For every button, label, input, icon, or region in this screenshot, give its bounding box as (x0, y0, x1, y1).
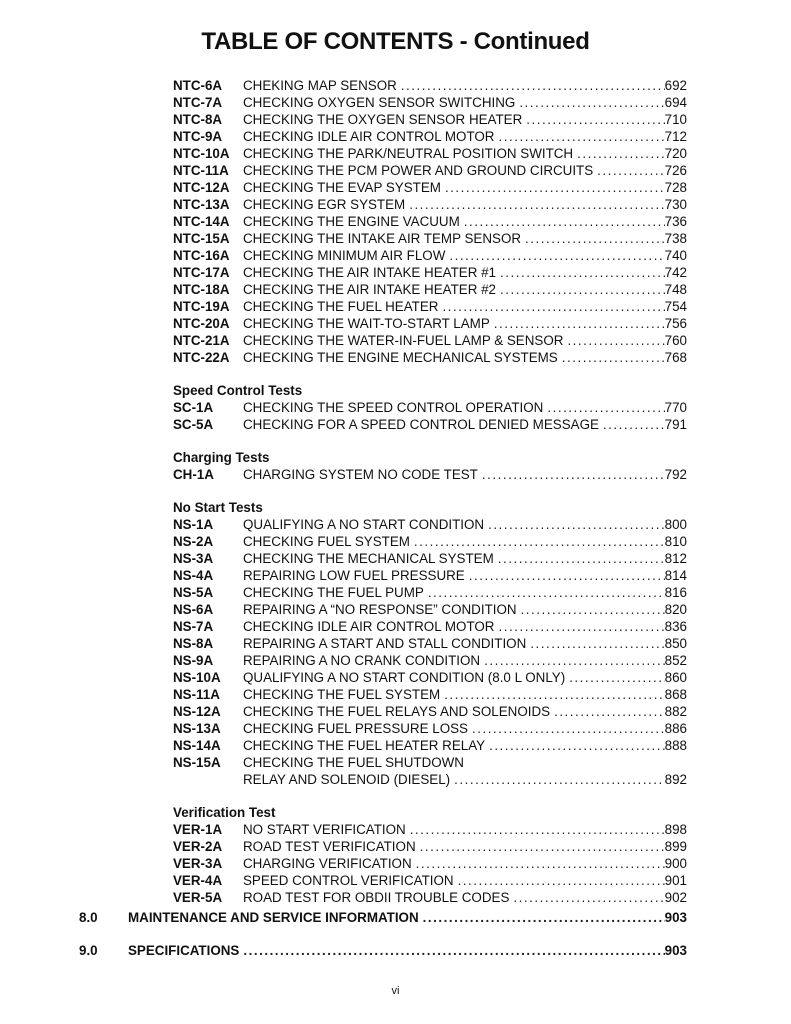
dot-leader (525, 230, 665, 247)
dot-leader (526, 111, 664, 128)
entry-title: REPAIRING A NO CRANK CONDITION (243, 653, 481, 668)
no-start-group (173, 516, 687, 754)
entry-code: NS-3A (173, 551, 214, 566)
dot-leader (498, 618, 664, 635)
entry-page: 850 (664, 636, 687, 651)
entry-page: 900 (664, 856, 687, 871)
entry-title: CHECKING EGR SYSTEM (243, 197, 406, 212)
entry-code: NTC-18A (173, 282, 230, 297)
entry-code: NS-12A (173, 704, 221, 719)
entry-page: 742 (664, 265, 687, 280)
toc-entry[interactable] (173, 298, 687, 315)
entry-page: 860 (664, 670, 687, 685)
entry-code: NS-11A (173, 687, 220, 702)
entry-title: CHARGING VERIFICATION (243, 856, 412, 871)
section-heading-charging: Charging Tests (173, 450, 270, 465)
entry-title: CHECKING MINIMUM AIR FLOW (243, 248, 446, 263)
entry-page: 760 (664, 333, 687, 348)
toc-entry[interactable] (173, 550, 687, 567)
entry-code: VER-4A (173, 873, 223, 888)
dot-leader (554, 703, 665, 720)
toc-entry[interactable] (173, 669, 687, 686)
entry-title: CHECKING THE EVAP SYSTEM (243, 180, 441, 195)
dot-leader (420, 838, 665, 855)
entry-title: CHECKING THE FUEL HEATER RELAY (243, 738, 486, 753)
toc-entry[interactable] (173, 349, 687, 366)
dot-leader (472, 720, 665, 737)
entry-code: VER-1A (173, 822, 223, 837)
entry-page: 800 (664, 517, 687, 532)
entry-page: 814 (664, 568, 687, 583)
entry-title: REPAIRING A START AND STALL CONDITION (243, 636, 527, 651)
toc-entry[interactable] (173, 703, 687, 720)
entry-title: CHECKING THE INTAKE AIR TEMP SENSOR (243, 231, 522, 246)
toc-entry[interactable] (173, 821, 687, 838)
entry-page: 791 (664, 417, 687, 432)
toc-entry[interactable] (173, 111, 687, 128)
entry-page: 810 (664, 534, 687, 549)
entry-title: SPEED CONTROL VERIFICATION (243, 873, 454, 888)
entry-code: NS-5A (173, 585, 214, 600)
entry-page: 892 (664, 772, 687, 787)
page-title: TABLE OF CONTENTS - Continued (201, 28, 590, 55)
entry-page: 882 (664, 704, 687, 719)
entry-title: CHECKING THE OXYGEN SENSOR HEATER (243, 112, 523, 127)
dot-leader (562, 349, 665, 366)
entry-page: 820 (664, 602, 687, 617)
toc-entry[interactable] (173, 230, 687, 247)
entry-title: CHECKING THE AIR INTAKE HEATER #1 (243, 265, 496, 280)
toc-entry[interactable] (173, 213, 687, 230)
toc-entry[interactable] (173, 889, 687, 906)
toc-entry[interactable] (173, 635, 687, 652)
dot-leader (500, 264, 665, 281)
entry-title: QUALIFYING A NO START CONDITION (243, 517, 485, 532)
dot-leader (401, 77, 665, 94)
dot-leader (445, 179, 665, 196)
dot-leader (498, 550, 665, 567)
toc-entry[interactable] (173, 601, 687, 618)
toc-entry[interactable] (173, 128, 687, 145)
entry-page: 816 (664, 585, 687, 600)
entry-page: 836 (664, 619, 687, 634)
toc-entry[interactable] (173, 94, 687, 111)
dot-leader (519, 94, 664, 111)
major-section-8[interactable] (79, 910, 687, 925)
entry-code: NS-7A (173, 619, 214, 634)
toc-entry[interactable] (173, 838, 687, 855)
dot-leader (416, 855, 665, 872)
dot-leader (410, 821, 665, 838)
entry-code: NTC-20A (173, 316, 230, 331)
entry-title: CHECKING THE SPEED CONTROL OPERATION (243, 400, 544, 415)
dot-leader (428, 584, 665, 601)
section-number: 8.0 (79, 910, 98, 925)
entry-title: CHECKING THE WATER-IN-FUEL LAMP & SENSOR (243, 333, 564, 348)
entry-code: NS-8A (173, 636, 214, 651)
entry-code: NTC-16A (173, 248, 230, 263)
toc-entry[interactable] (173, 686, 687, 703)
entry-title: REPAIRING A “NO RESPONSE” CONDITION (243, 602, 517, 617)
entry-title: CHECKING FOR A SPEED CONTROL DENIED MESSAGE (243, 417, 599, 432)
entry-code: NTC-8A (173, 112, 223, 127)
entry-page: 868 (664, 687, 687, 702)
entry-code: NS-9A (173, 653, 214, 668)
entry-page: 770 (664, 400, 687, 415)
toc-entry[interactable] (173, 247, 687, 264)
entry-code: VER-3A (173, 856, 223, 871)
dot-leader (458, 872, 665, 889)
entry-title: CHECKING FUEL SYSTEM (243, 534, 410, 549)
entry-code: NS-4A (173, 568, 214, 583)
entry-page: 738 (664, 231, 687, 246)
toc-entry[interactable] (173, 264, 687, 281)
toc-entry[interactable] (173, 332, 687, 349)
dot-leader (454, 771, 665, 788)
charging-group (173, 466, 687, 483)
entry-code: NTC-11A (173, 163, 229, 178)
entry-title: CHECKING THE FUEL SHUTDOWN (243, 755, 464, 770)
entry-title: CHEKING MAP SENSOR (243, 78, 397, 93)
entry-code: NS-13A (173, 721, 221, 736)
entry-code: NS-6A (173, 602, 214, 617)
entry-page: 692 (664, 78, 687, 93)
entry-page: 792 (664, 467, 687, 482)
dot-leader (414, 533, 665, 550)
entry-code: VER-2A (173, 839, 223, 854)
dot-leader (530, 635, 664, 652)
section-page: 903 (664, 943, 687, 958)
dot-leader (469, 567, 665, 584)
entry-title: CHECKING THE FUEL PUMP (243, 585, 424, 600)
entry-code: CH-1A (173, 467, 214, 482)
entry-code: NTC-13A (173, 197, 230, 212)
entry-page: 712 (664, 129, 687, 144)
dot-leader (547, 399, 664, 416)
entry-page: 730 (664, 197, 687, 212)
toc-entry[interactable] (173, 737, 687, 754)
toc-entry[interactable] (173, 196, 687, 213)
entry-title: CHARGING SYSTEM NO CODE TEST (243, 467, 478, 482)
entry-page: 728 (664, 180, 687, 195)
toc-entry[interactable] (173, 618, 687, 635)
entry-code: NS-2A (173, 534, 214, 549)
entry-page: 888 (664, 738, 687, 753)
toc-entry[interactable] (173, 533, 687, 550)
dot-leader (513, 889, 664, 906)
entry-code: NTC-10A (173, 146, 230, 161)
entry-page: 736 (664, 214, 687, 229)
toc-entry[interactable] (173, 720, 687, 737)
section-page: 903 (664, 910, 687, 925)
entry-title: ROAD TEST FOR OBDII TROUBLE CODES (243, 890, 510, 905)
toc-list (173, 77, 687, 906)
entry-code: NTC-12A (173, 180, 230, 195)
entry-title: CHECKING THE ENGINE MECHANICAL SYSTEMS (243, 350, 558, 365)
toc-entry[interactable] (173, 315, 687, 332)
dot-leader (409, 196, 664, 213)
toc-entry[interactable] (173, 516, 687, 533)
entry-page: 812 (664, 551, 687, 566)
entry-title: ROAD TEST VERIFICATION (243, 839, 416, 854)
entry-code: NTC-19A (173, 299, 230, 314)
dot-leader (567, 332, 664, 349)
toc-entry[interactable] (173, 754, 687, 771)
entry-page: 694 (664, 95, 687, 110)
entry-page: 901 (664, 873, 687, 888)
entry-page: 748 (664, 282, 687, 297)
entry-page: 768 (664, 350, 687, 365)
entry-page: 898 (664, 822, 687, 837)
toc-entry[interactable] (173, 179, 687, 196)
speed-control-group (173, 399, 687, 433)
dot-leader (444, 686, 664, 703)
entry-code: NS-1A (173, 517, 214, 532)
entry-code: VER-5A (173, 890, 223, 905)
entry-title: CHECKING FUEL PRESSURE LOSS (243, 721, 468, 736)
major-section-9[interactable] (79, 943, 687, 958)
toc-entry[interactable] (173, 399, 687, 416)
toc-entry[interactable] (173, 281, 687, 298)
section-title: MAINTENANCE AND SERVICE INFORMATION (128, 910, 419, 925)
entry-page: 852 (664, 653, 687, 668)
entry-code: NTC-22A (173, 350, 230, 365)
entry-title: CHECKING THE FUEL HEATER (243, 299, 439, 314)
entry-title: CHECKING THE AIR INTAKE HEATER #2 (243, 282, 496, 297)
toc-entry[interactable] (173, 162, 687, 179)
entry-page: 710 (664, 112, 687, 127)
section-title: SPECIFICATIONS (128, 943, 240, 958)
entry-title: QUALIFYING A NO START CONDITION (8.0 L ONLY) (243, 670, 566, 685)
entry-title: CHECKING THE MECHANICAL SYSTEM (243, 551, 494, 566)
entry-code: NS-14A (173, 738, 221, 753)
entry-title: CHECKING THE ENGINE VACUUM (243, 214, 460, 229)
toc-entry[interactable] (173, 872, 687, 889)
verification-group (173, 821, 687, 906)
entry-code: NTC-14A (173, 214, 230, 229)
entry-code: NS-10A (173, 670, 221, 685)
entry-title-continued: RELAY AND SOLENOID (DIESEL) (243, 772, 451, 787)
entry-page: 899 (664, 839, 687, 854)
dot-leader (603, 416, 665, 433)
toc-entry[interactable] (173, 77, 687, 94)
entry-title: CHECKING THE PCM POWER AND GROUND CIRCUITS (243, 163, 594, 178)
page-number: vi (391, 985, 400, 997)
entry-code: NTC-21A (173, 333, 230, 348)
dot-leader (569, 669, 664, 686)
entry-page: 726 (664, 163, 687, 178)
section-heading-no-start: No Start Tests (173, 500, 263, 515)
toc-entry[interactable] (173, 567, 687, 584)
entry-title: CHECKING IDLE AIR CONTROL MOTOR (243, 619, 495, 634)
entry-page: 720 (664, 146, 687, 161)
entry-title: NO START VERIFICATION (243, 822, 406, 837)
entry-code: SC-1A (173, 400, 214, 415)
toc-entry[interactable] (173, 416, 687, 433)
entry-code: NS-15A (173, 755, 221, 770)
entry-page: 886 (664, 721, 687, 736)
entry-page: 756 (664, 316, 687, 331)
dot-leader (500, 281, 665, 298)
section-heading-speed-control: Speed Control Tests (173, 383, 303, 398)
entry-title: CHECKING THE PARK/NEUTRAL POSITION SWITCH (243, 146, 574, 161)
entry-title: CHECKING THE FUEL SYSTEM (243, 687, 441, 702)
toc-entry-continuation[interactable] (173, 771, 687, 788)
entry-page: 754 (664, 299, 687, 314)
dot-leader (597, 162, 664, 179)
dot-leader (577, 145, 665, 162)
dot-leader (423, 910, 665, 925)
entry-code: NTC-15A (173, 231, 230, 246)
section-number: 9.0 (79, 943, 98, 958)
dot-leader (488, 516, 665, 533)
toc-entry[interactable] (173, 652, 687, 669)
toc-entry[interactable] (173, 466, 687, 483)
entry-page: 740 (664, 248, 687, 263)
dot-leader (494, 315, 665, 332)
dot-leader (243, 943, 664, 958)
entry-code: NTC-17A (173, 265, 230, 280)
toc-entry[interactable] (173, 855, 687, 872)
entry-title: CHECKING OXYGEN SENSOR SWITCHING (243, 95, 516, 110)
entry-code: NTC-9A (173, 129, 223, 144)
entry-title: CHECKING IDLE AIR CONTROL MOTOR (243, 129, 495, 144)
entry-code: SC-5A (173, 417, 214, 432)
ntc-group (173, 77, 687, 366)
entry-code: NTC-6A (173, 78, 223, 93)
entry-title: CHECKING THE WAIT-TO-START LAMP (243, 316, 490, 331)
entry-title: REPAIRING LOW FUEL PRESSURE (243, 568, 465, 583)
toc-entry[interactable] (173, 584, 687, 601)
dot-leader (449, 247, 664, 264)
dot-leader (464, 213, 665, 230)
dot-leader (489, 737, 665, 754)
dot-leader (442, 298, 664, 315)
dot-leader (482, 466, 665, 483)
entry-code: NTC-7A (173, 95, 223, 110)
dot-leader (498, 128, 664, 145)
toc-entry[interactable] (173, 145, 687, 162)
entry-title: CHECKING THE FUEL RELAYS AND SOLENOIDS (243, 704, 551, 719)
section-heading-verification: Verification Test (173, 805, 276, 820)
dot-leader (521, 601, 665, 618)
dot-leader (484, 652, 665, 669)
entry-page: 902 (664, 890, 687, 905)
